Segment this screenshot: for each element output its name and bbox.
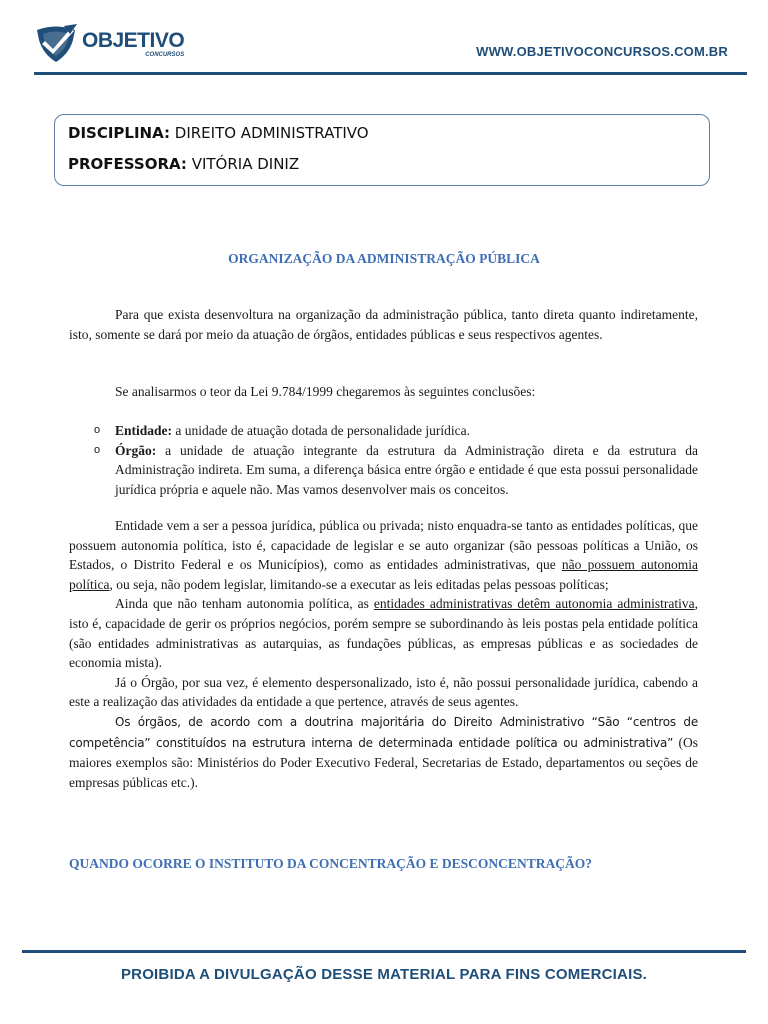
list-item <box>69 441 698 500</box>
teacher-line <box>68 155 299 173</box>
logo-name: OBJETIVO <box>82 29 185 52</box>
intro-paragraph: Para que exista desenvoltura na organização da administração pública, tanto direta quanto indiretamente, isto, somente se dará por meio da atuação de órgãos, entidades públicas e seus respectivos agentes. <box>69 307 698 342</box>
page-header <box>0 0 768 80</box>
text-run: , isto é, capacidade de gerir os próprios negócios, porém sempre se subordinando às leis postas pela entidade política (são entidades administrativas as autarquias, as fundações públicas, as empresas públicas e as sociedades de economia mista). <box>69 596 698 671</box>
bullet-mark: o <box>94 443 101 456</box>
section-title: ORGANIZAÇÃO DA ADMINISTRAÇÃO PÚBLICA <box>228 251 540 266</box>
footer-divider <box>22 950 746 953</box>
teacher-value: VITÓRIA DINIZ <box>186 155 300 173</box>
header-divider <box>34 72 747 75</box>
autonomy-paragraph <box>69 594 698 672</box>
teacher-label: PROFESSORA: <box>68 155 187 173</box>
bullet-mark: o <box>94 424 101 436</box>
underlined-phrase: não possuem autonomia política <box>69 557 698 592</box>
text-run: Entidade vem a ser a pessoa jurídica, pública ou privada; nisto enquadra-se tanto as entidades políticas, que possuem autonomia política, isto é, capacidade de legislar e se auto organizar (são pessoas políticas a União, os Estados, o Distrito Federal e os Municípios), como as entidades administrativas, que <box>69 518 698 573</box>
doctrine-paragraph <box>69 712 698 792</box>
brand-logo[interactable] <box>34 24 184 64</box>
underlined-phrase: entidades administrativas detêm autonomia administrativa <box>373 596 695 612</box>
definition-list <box>69 421 698 499</box>
entity-paragraph <box>69 516 698 594</box>
bullet-term: Órgão: <box>115 442 157 458</box>
shield-check-icon <box>34 24 78 64</box>
organ-paragraph: Já o Órgão, por sua vez, é elemento despersonalizado, isto é, não possui personalidade jurídica, cabendo a este a realização das atividades da entidade a que pertence, através de seus agentes. <box>69 674 698 710</box>
question-heading: QUANDO OCORRE O INSTITUTO DA CONCENTRAÇÃO E DESCONCENTRAÇÃO? <box>69 856 592 871</box>
law-paragraph: Se analisarmos o teor da Lei 9.784/1999 chegaremos às seguintes conclusões: <box>115 384 536 399</box>
body-text <box>69 516 698 792</box>
footer-notice: PROIBIDA A DIVULGAÇÃO DESSE MATERIAL PARA FINS COMERCIAIS. <box>120 966 648 983</box>
doctrine-quote: Os órgãos, de acordo com a doutrina majoritária do Direito Administrativo “São “centros de competência” constituídos na estrutura interna de determinada entidade política ou administrativa” <box>69 714 698 750</box>
site-url-link[interactable]: WWW.OBJETIVOCONCURSOS.COM.BR <box>476 44 728 59</box>
discipline-line <box>68 124 369 142</box>
text-run: (Os maiores exemplos são: Ministérios do Poder Executivo Federal, Secretarias de Estado, departamentos ou seções de empresas públicas etc.). <box>69 734 699 790</box>
bullet-text: a unidade de atuação dotada de personalidade jurídica. <box>172 423 471 438</box>
text-run: , ou seja, não podem legislar, limitando-se a executar as leis editadas pelas pessoas políticas; <box>109 576 609 592</box>
discipline-label: DISCIPLINA: <box>68 124 170 142</box>
bullet-term: Entidade: <box>115 423 173 438</box>
course-info-box <box>54 114 710 186</box>
logo-subtitle: CONCURSOS <box>145 52 185 58</box>
discipline-value: DIREITO ADMINISTRATIVO <box>170 124 369 142</box>
list-item <box>69 421 698 441</box>
text-run: Ainda que não tenham autonomia política, as <box>115 596 374 612</box>
bullet-text: a unidade de atuação integrante da estrutura da Administração direta e da estrutura da Administração indireta. Em suma, a diferença básica entre órgão e entidade é que esta possui personalidade jurídica própria e aquele não. Mas vamos desenvolver mais os conceitos. <box>115 442 698 497</box>
